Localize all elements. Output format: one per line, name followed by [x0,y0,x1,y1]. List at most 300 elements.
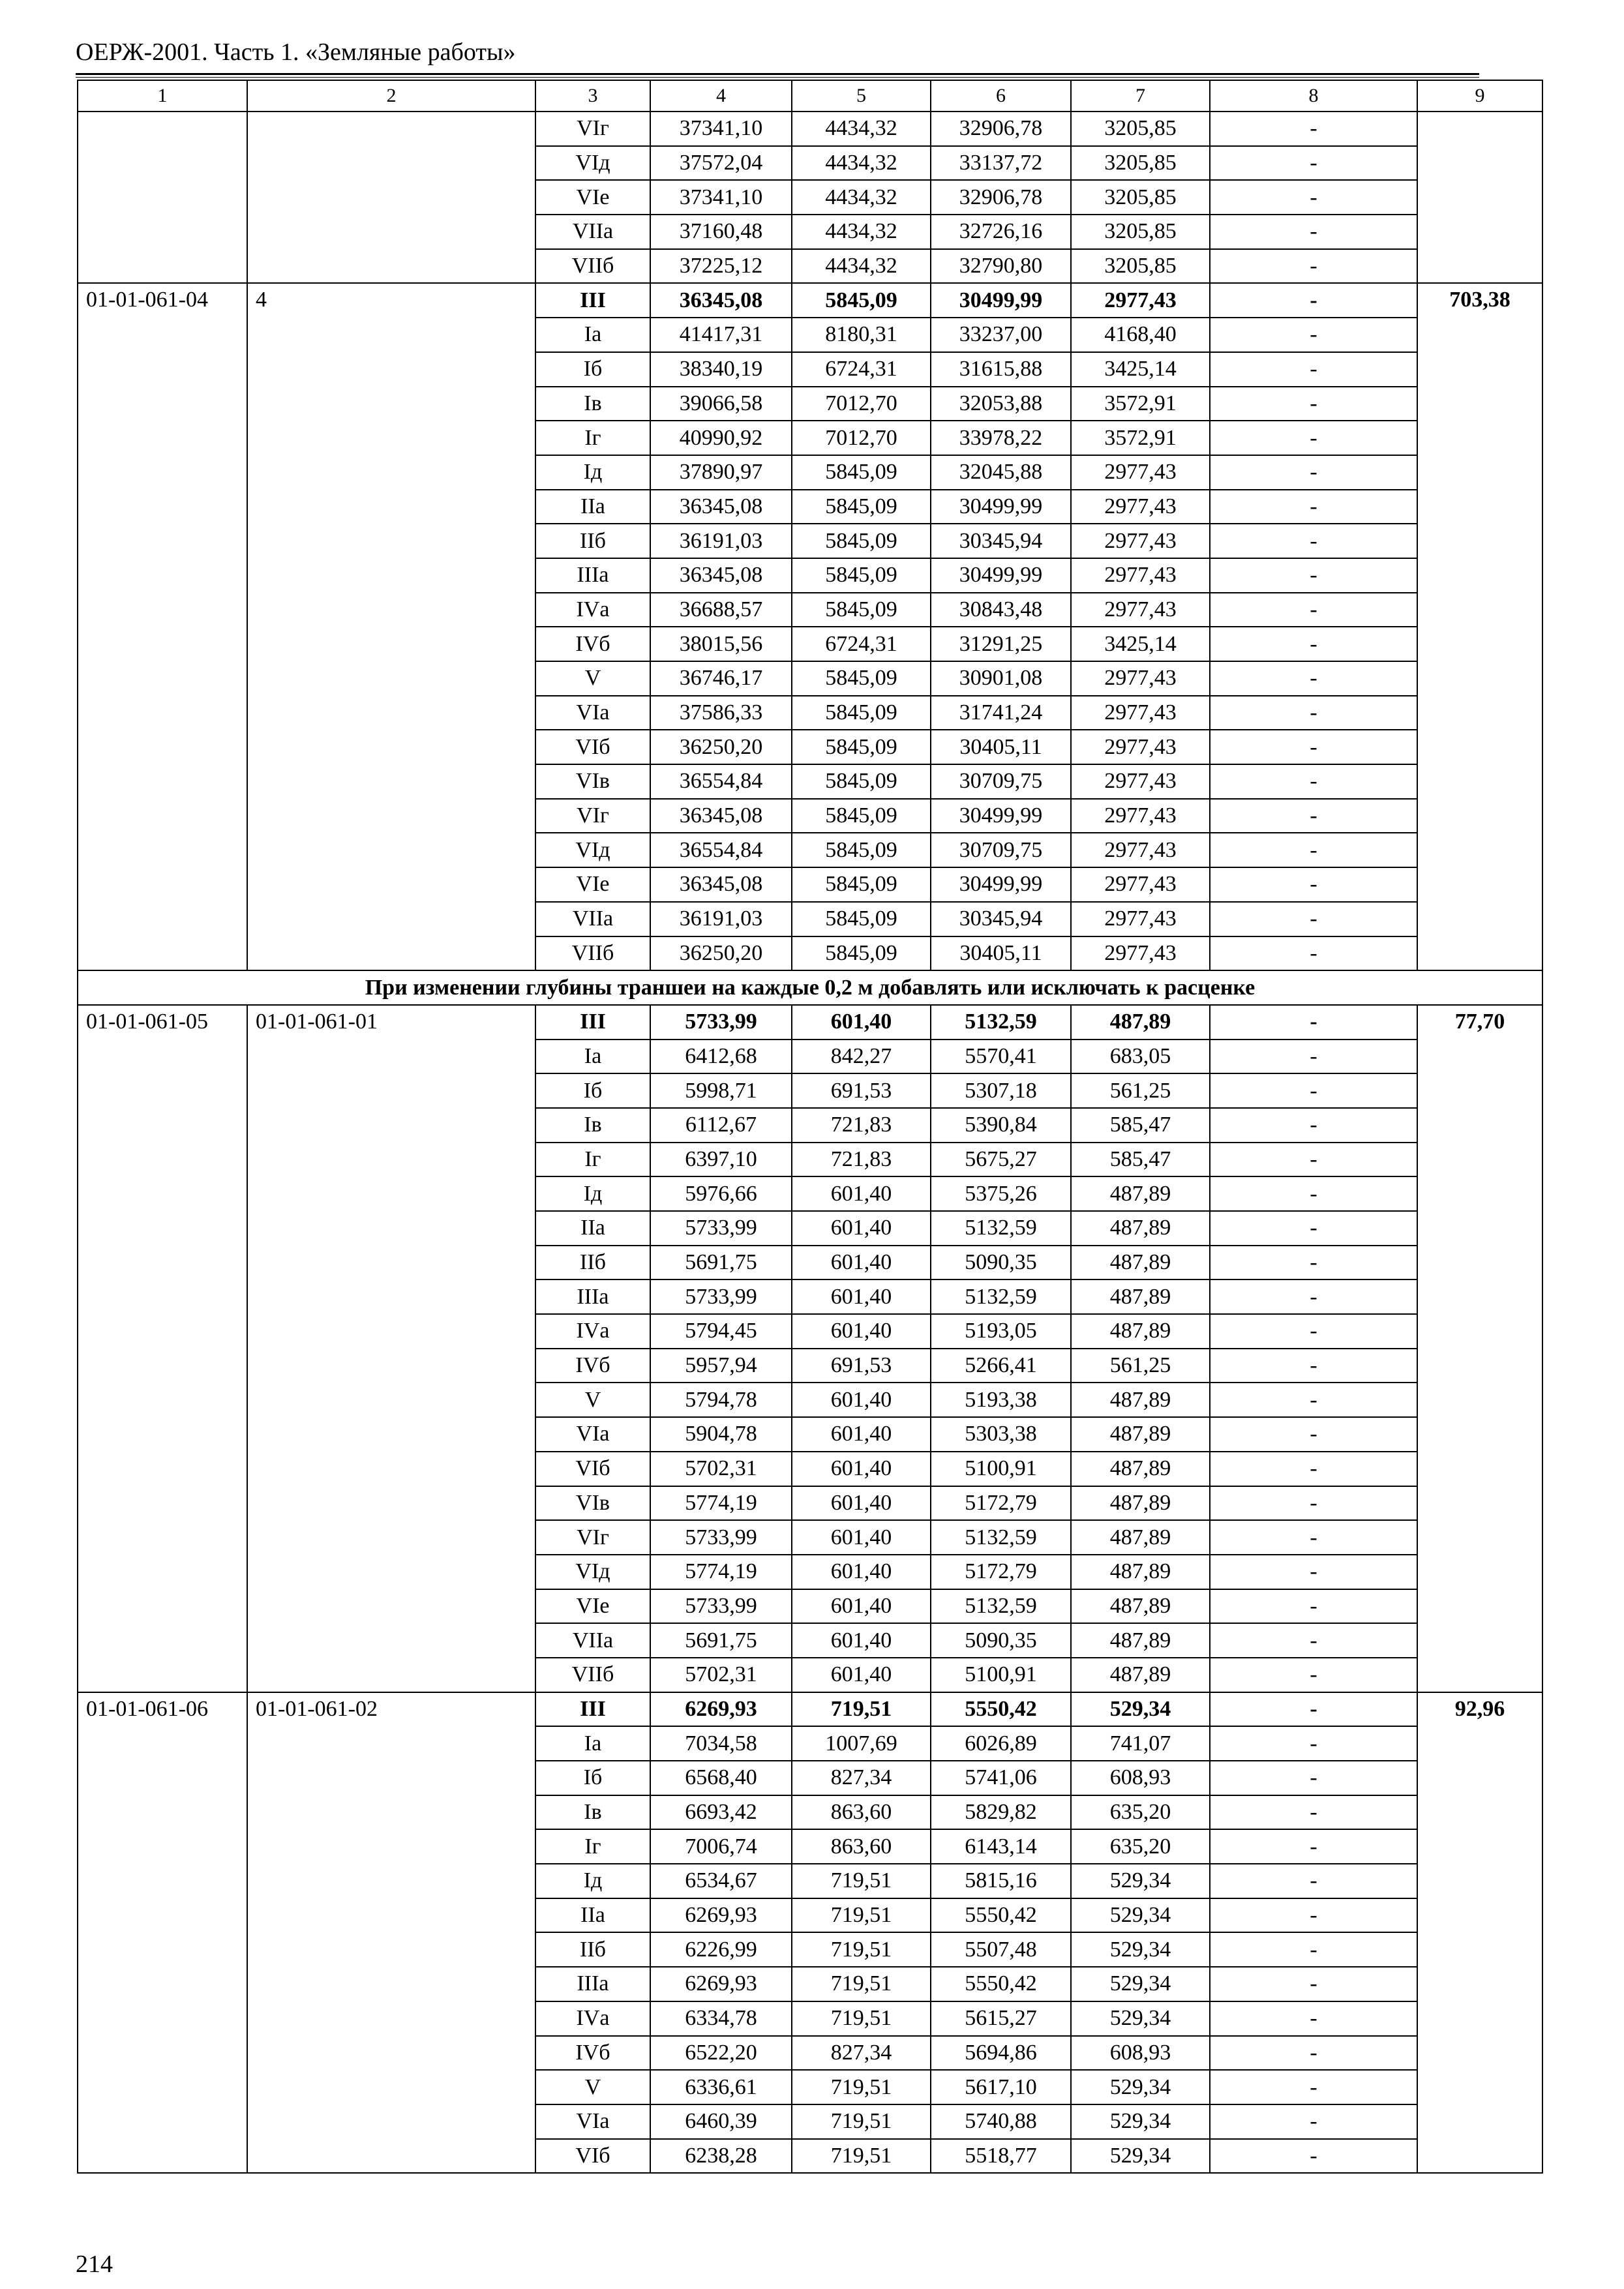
rate-reference-cell [247,112,535,283]
value-cell: 5617,10 [931,2070,1071,2104]
value-cell: 5193,05 [931,1314,1071,1349]
value-cell: 32906,78 [931,112,1071,146]
value-cell: 529,34 [1071,2104,1210,2139]
value-cell: 32053,88 [931,387,1071,421]
value-cell: 36250,20 [650,936,792,971]
zone-cell: IIа [535,1211,650,1246]
zone-cell: VIе [535,180,650,215]
value-cell: - [1210,936,1417,971]
page-header-title: ОЕРЖ-2001. Часть 1. «Земляные работы» [76,38,516,66]
value-cell: 5132,59 [931,1520,1071,1555]
value-cell: - [1210,1967,1417,2001]
value-cell: 36191,03 [650,902,792,936]
table-row [78,1692,1542,1727]
value-cell: 37586,33 [650,696,792,730]
value-cell: 5845,09 [792,799,931,833]
value-cell: - [1210,833,1417,867]
value-cell: 6534,67 [650,1864,792,1898]
zone-cell: VIе [535,867,650,902]
value-cell: 487,89 [1071,1246,1210,1280]
value-cell: 561,25 [1071,1073,1210,1108]
value-cell: - [1210,1520,1417,1555]
zone-cell: Iа [535,1040,650,1074]
value-cell: 601,40 [792,1176,931,1211]
value-cell: 6724,31 [792,352,931,387]
value-cell: - [1210,902,1417,936]
value-cell: - [1210,112,1417,146]
value-cell: 5733,99 [650,1520,792,1555]
value-cell: 6112,67 [650,1108,792,1143]
value-cell: 585,47 [1071,1143,1210,1177]
value-cell: 529,34 [1071,2139,1210,2174]
page-number: 214 [76,2251,113,2278]
value-cell: - [1210,730,1417,764]
zone-cell: Iб [535,1073,650,1108]
value-cell: 3205,85 [1071,180,1210,215]
labor-total-cell: 92,96 [1417,1692,1542,2174]
value-cell: 5550,42 [931,1967,1071,2001]
zone-cell: VIд [535,146,650,181]
value-cell: 2977,43 [1071,833,1210,867]
value-cell: 487,89 [1071,1658,1210,1692]
value-cell: 719,51 [792,2139,931,2174]
value-cell: - [1210,661,1417,696]
value-cell: - [1210,1555,1417,1589]
value-cell: - [1210,1349,1417,1383]
zone-cell: VIд [535,833,650,867]
value-cell: - [1210,215,1417,249]
value-cell: 36554,84 [650,833,792,867]
value-cell: 6460,39 [650,2104,792,2139]
value-cell: 608,93 [1071,2036,1210,2071]
value-cell: 5550,42 [931,1898,1071,1933]
value-cell: - [1210,2070,1417,2104]
zone-cell: VIг [535,112,650,146]
value-cell: - [1210,421,1417,455]
zone-cell: IIб [535,1246,650,1280]
value-cell: 691,53 [792,1073,931,1108]
value-cell: 30405,11 [931,936,1071,971]
value-cell: 683,05 [1071,1040,1210,1074]
note-row [78,970,1542,1005]
value-cell: - [1210,2001,1417,2036]
value-cell: - [1210,2036,1417,2071]
value-cell: 691,53 [792,1349,931,1383]
value-cell: 7034,58 [650,1726,792,1761]
value-cell: 601,40 [792,1520,931,1555]
value-cell: 32726,16 [931,215,1071,249]
value-cell: 5132,59 [931,1589,1071,1624]
value-cell: 37890,97 [650,455,792,490]
value-cell: 30709,75 [931,764,1071,799]
value-cell: 719,51 [792,1692,931,1727]
value-cell: - [1210,2104,1417,2139]
column-number-row [78,80,1542,112]
value-cell: 2977,43 [1071,867,1210,902]
value-cell: - [1210,1898,1417,1933]
zone-cell: VIв [535,764,650,799]
value-cell: 30499,99 [931,558,1071,593]
value-cell: 529,34 [1071,1932,1210,1967]
zone-cell: VIг [535,799,650,833]
value-cell: 529,34 [1071,1692,1210,1727]
value-cell: - [1210,283,1417,318]
value-cell: - [1210,1864,1417,1898]
value-cell: 5100,91 [931,1658,1071,1692]
value-cell: - [1210,1589,1417,1624]
value-cell: 4434,32 [792,249,931,284]
value-cell: 3572,91 [1071,421,1210,455]
value-cell: 5845,09 [792,696,931,730]
value-cell: 842,27 [792,1040,931,1074]
value-cell: 36746,17 [650,661,792,696]
value-cell: 30405,11 [931,730,1071,764]
value-cell: 5733,99 [650,1589,792,1624]
value-cell: 41417,31 [650,318,792,352]
value-cell: 529,34 [1071,2070,1210,2104]
value-cell: 2977,43 [1071,799,1210,833]
value-cell: 2977,43 [1071,455,1210,490]
column-number-cell: 9 [1417,80,1542,112]
value-cell: 529,34 [1071,1967,1210,2001]
value-cell: 36345,08 [650,558,792,593]
value-cell: 5100,91 [931,1452,1071,1486]
value-cell: 585,47 [1071,1108,1210,1143]
value-cell: 31615,88 [931,352,1071,387]
value-cell: - [1210,1829,1417,1864]
value-cell: - [1210,180,1417,215]
value-cell: 601,40 [792,1658,931,1692]
zone-cell: Iв [535,1795,650,1830]
value-cell: - [1210,1211,1417,1246]
value-cell: 2977,43 [1071,593,1210,627]
value-cell: 5691,75 [650,1246,792,1280]
value-cell: - [1210,1383,1417,1417]
value-cell: 601,40 [792,1452,931,1486]
value-cell: - [1210,318,1417,352]
column-number-cell: 5 [792,80,931,112]
value-cell: 8180,31 [792,318,931,352]
value-cell: 6568,40 [650,1761,792,1795]
value-cell: 33978,22 [931,421,1071,455]
value-cell: 30499,99 [931,283,1071,318]
value-cell: - [1210,1692,1417,1727]
zone-cell: Iа [535,318,650,352]
value-cell: 601,40 [792,1555,931,1589]
value-cell: 30499,99 [931,490,1071,524]
value-cell: 487,89 [1071,1555,1210,1589]
value-cell: 5702,31 [650,1658,792,1692]
column-number-cell: 1 [78,80,247,112]
value-cell: - [1210,1761,1417,1795]
value-cell: 5570,41 [931,1040,1071,1074]
value-cell: 741,07 [1071,1726,1210,1761]
column-number-cell: 6 [931,80,1071,112]
value-cell: 487,89 [1071,1314,1210,1349]
zone-cell: IVб [535,2036,650,2071]
zone-cell: VIIа [535,215,650,249]
value-cell: 487,89 [1071,1452,1210,1486]
value-cell: - [1210,1658,1417,1692]
value-cell: 5550,42 [931,1692,1071,1727]
value-cell: 2977,43 [1071,764,1210,799]
value-cell: 6226,99 [650,1932,792,1967]
value-cell: 5390,84 [931,1108,1071,1143]
value-cell: 601,40 [792,1383,931,1417]
value-cell: - [1210,490,1417,524]
value-cell: 487,89 [1071,1486,1210,1521]
zone-cell: VIд [535,1555,650,1589]
value-cell: 7006,74 [650,1829,792,1864]
zone-cell: IIIа [535,558,650,593]
zone-cell: IVб [535,1349,650,1383]
value-cell: - [1210,387,1417,421]
value-cell: - [1210,1005,1417,1040]
value-cell: 4434,32 [792,215,931,249]
column-number-cell: 3 [535,80,650,112]
value-cell: 2977,43 [1071,696,1210,730]
value-cell: 2977,43 [1071,558,1210,593]
value-cell: 5741,06 [931,1761,1071,1795]
zone-cell: IIб [535,524,650,558]
zone-cell: VIа [535,1417,650,1452]
value-cell: 37225,12 [650,249,792,284]
value-cell: 487,89 [1071,1589,1210,1624]
value-cell: 30345,94 [931,902,1071,936]
value-cell: 2977,43 [1071,730,1210,764]
zone-cell: Iб [535,1761,650,1795]
table-row [78,112,1542,146]
value-cell: 5172,79 [931,1486,1071,1521]
value-cell: - [1210,799,1417,833]
rate-reference-cell: 01-01-061-02 [247,1692,535,2174]
value-cell: 32790,80 [931,249,1071,284]
value-cell: 5615,27 [931,2001,1071,2036]
value-cell: 2977,43 [1071,490,1210,524]
value-cell: - [1210,1795,1417,1830]
value-cell: 529,34 [1071,1864,1210,1898]
rate-code-cell [78,112,247,283]
zone-cell: VIIб [535,1658,650,1692]
header-rule [76,73,1479,75]
value-cell: 31741,24 [931,696,1071,730]
value-cell: 487,89 [1071,1383,1210,1417]
header-rule-thin [76,77,1479,78]
value-cell: - [1210,1486,1417,1521]
value-cell: 5733,99 [650,1005,792,1040]
zone-cell: VIе [535,1589,650,1624]
value-cell: 601,40 [792,1279,931,1314]
value-cell: 5733,99 [650,1211,792,1246]
column-number-cell: 8 [1210,80,1417,112]
value-cell: 5740,88 [931,2104,1071,2139]
value-cell: 6397,10 [650,1143,792,1177]
value-cell: 40990,92 [650,421,792,455]
value-cell: 2977,43 [1071,661,1210,696]
value-cell: 30499,99 [931,799,1071,833]
value-cell: 36345,08 [650,867,792,902]
value-cell: 36688,57 [650,593,792,627]
column-number-cell: 7 [1071,80,1210,112]
value-cell: 6026,89 [931,1726,1071,1761]
value-cell: 601,40 [792,1623,931,1658]
value-cell: 2977,43 [1071,936,1210,971]
value-cell: 5845,09 [792,661,931,696]
value-cell: 36250,20 [650,730,792,764]
note-text: При изменении глубины траншеи на каждые 0,2 м добавлять или исключать к расценке [78,970,1542,1005]
rate-code-cell: 01-01-061-04 [78,283,247,970]
value-cell: 827,34 [792,1761,931,1795]
value-cell: - [1210,593,1417,627]
value-cell: 635,20 [1071,1795,1210,1830]
value-cell: 5307,18 [931,1073,1071,1108]
value-cell: - [1210,1108,1417,1143]
value-cell: 5976,66 [650,1176,792,1211]
value-cell: 30843,48 [931,593,1071,627]
value-cell: 3425,14 [1071,352,1210,387]
value-cell: 827,34 [792,2036,931,2071]
value-cell: 635,20 [1071,1829,1210,1864]
value-cell: - [1210,146,1417,181]
value-cell: 601,40 [792,1589,931,1624]
zone-cell: IIIа [535,1279,650,1314]
zone-cell: IVа [535,1314,650,1349]
value-cell: 4434,32 [792,180,931,215]
value-cell: 529,34 [1071,1898,1210,1933]
value-cell: 719,51 [792,2070,931,2104]
value-cell: 487,89 [1071,1520,1210,1555]
zone-cell: VIв [535,1486,650,1521]
value-cell: - [1210,1452,1417,1486]
zone-cell: Iд [535,455,650,490]
zone-cell: VIб [535,730,650,764]
rate-reference-cell: 01-01-061-01 [247,1005,535,1692]
value-cell: 5132,59 [931,1005,1071,1040]
zone-cell: IIа [535,490,650,524]
value-cell: 529,34 [1071,2001,1210,2036]
value-cell: 38340,19 [650,352,792,387]
value-cell: - [1210,1726,1417,1761]
value-cell: 5845,09 [792,558,931,593]
value-cell: 5845,09 [792,490,931,524]
value-cell: 3205,85 [1071,146,1210,181]
zone-cell: VIIа [535,902,650,936]
labor-total-cell: 77,70 [1417,1005,1542,1692]
value-cell: 4168,40 [1071,318,1210,352]
value-cell: 487,89 [1071,1211,1210,1246]
value-cell: 30345,94 [931,524,1071,558]
rates-table [77,80,1543,2174]
value-cell: 3572,91 [1071,387,1210,421]
value-cell: 3205,85 [1071,215,1210,249]
value-cell: - [1210,764,1417,799]
zone-cell: VIIб [535,936,650,971]
value-cell: 6143,14 [931,1829,1071,1864]
value-cell: 37572,04 [650,146,792,181]
value-cell: 5507,48 [931,1932,1071,1967]
value-cell: 5774,19 [650,1555,792,1589]
value-cell: - [1210,1176,1417,1211]
zone-cell: Iд [535,1864,650,1898]
value-cell: 5694,86 [931,2036,1071,2071]
rates-table-body [78,80,1542,2173]
value-cell: - [1210,867,1417,902]
zone-cell: VIг [535,1520,650,1555]
value-cell: 5998,71 [650,1073,792,1108]
value-cell: 32045,88 [931,455,1071,490]
value-cell: - [1210,1623,1417,1658]
zone-cell: VIIа [535,1623,650,1658]
value-cell: 5172,79 [931,1555,1071,1589]
value-cell: 39066,58 [650,387,792,421]
value-cell: 719,51 [792,1967,931,2001]
column-number-cell: 4 [650,80,792,112]
value-cell: - [1210,696,1417,730]
value-cell: - [1210,627,1417,661]
value-cell: 30499,99 [931,867,1071,902]
value-cell: 5815,16 [931,1864,1071,1898]
value-cell: 601,40 [792,1246,931,1280]
value-cell: 5904,78 [650,1417,792,1452]
value-cell: 30901,08 [931,661,1071,696]
value-cell: 601,40 [792,1417,931,1452]
value-cell: 6724,31 [792,627,931,661]
value-cell: 5794,45 [650,1314,792,1349]
value-cell: 5829,82 [931,1795,1071,1830]
value-cell: 5845,09 [792,455,931,490]
value-cell: 6693,42 [650,1795,792,1830]
value-cell: - [1210,455,1417,490]
zone-cell: IIб [535,1932,650,1967]
value-cell: 3205,85 [1071,112,1210,146]
value-cell: 5845,09 [792,867,931,902]
column-number-cell: 2 [247,80,535,112]
value-cell: 5691,75 [650,1623,792,1658]
value-cell: 487,89 [1071,1005,1210,1040]
value-cell: 1007,69 [792,1726,931,1761]
value-cell: 5845,09 [792,730,931,764]
zone-cell: VIб [535,1452,650,1486]
value-cell: 5702,31 [650,1452,792,1486]
rate-code-cell: 01-01-061-06 [78,1692,247,2174]
value-cell: 37341,10 [650,180,792,215]
value-cell: 6269,93 [650,1898,792,1933]
value-cell: 6522,20 [650,2036,792,2071]
zone-cell: III [535,283,650,318]
value-cell: 487,89 [1071,1279,1210,1314]
value-cell: - [1210,1143,1417,1177]
zone-cell: VIа [535,696,650,730]
value-cell: - [1210,1932,1417,1967]
value-cell: 3425,14 [1071,627,1210,661]
value-cell: 5518,77 [931,2139,1071,2174]
zone-cell: V [535,661,650,696]
value-cell: 36554,84 [650,764,792,799]
value-cell: - [1210,249,1417,284]
zone-cell: IVа [535,2001,650,2036]
value-cell: 5774,19 [650,1486,792,1521]
value-cell: - [1210,1040,1417,1074]
value-cell: 6269,93 [650,1692,792,1727]
value-cell: 5845,09 [792,524,931,558]
value-cell: 5266,41 [931,1349,1071,1383]
value-cell: 601,40 [792,1005,931,1040]
table-row [78,283,1542,318]
value-cell: 601,40 [792,1211,931,1246]
zone-cell: Iг [535,421,650,455]
zone-cell: Iд [535,1176,650,1211]
value-cell: 601,40 [792,1314,931,1349]
